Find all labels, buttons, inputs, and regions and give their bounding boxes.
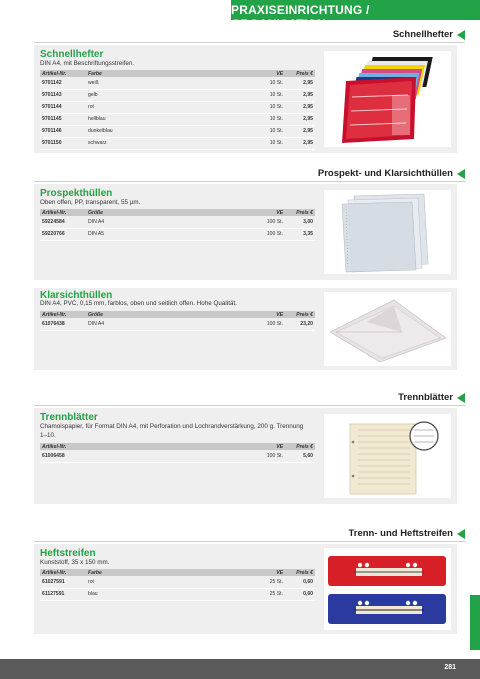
table-row — [40, 318, 315, 330]
col-header-price: Preis € — [285, 311, 315, 318]
col-header-ve: VE — [235, 443, 285, 450]
product-block-heftstreifen — [34, 544, 457, 634]
ve-cell: 10 St. — [235, 137, 285, 149]
col-header-price: Preis € — [285, 209, 315, 216]
size-cell: DIN A4 — [86, 216, 235, 228]
col-header-ve: VE — [235, 209, 285, 216]
section-heading-schnellhefter: Schnellhefter — [393, 29, 465, 40]
ve-cell: 10 St. — [235, 125, 285, 137]
category-header-bar — [231, 0, 480, 31]
price-cell: 2,95 — [285, 89, 315, 101]
section-divider — [34, 181, 465, 182]
article-number: 9701146 — [40, 125, 86, 137]
col-header-farbe: Farbe — [86, 569, 235, 576]
ve-cell: 100 St. — [235, 318, 285, 330]
table-row — [40, 101, 315, 113]
article-number: 59220766 — [40, 228, 86, 240]
col-header-art: Artikel-Nr. — [40, 70, 86, 77]
ve-cell: 10 St. — [235, 101, 285, 113]
ve-cell: 10 St. — [235, 113, 285, 125]
section-heading-trennblaetter: Trennblätter — [398, 392, 465, 403]
article-number: 9701144 — [40, 101, 86, 113]
price-cell: 2,95 — [285, 77, 315, 89]
table-row — [40, 77, 315, 89]
col-header-price: Preis € — [285, 569, 315, 576]
triangle-marker-icon — [457, 30, 465, 40]
product-title: Klarsichthüllen — [40, 290, 113, 301]
size-cell: DIN A4 — [86, 318, 235, 330]
triangle-marker-icon — [457, 169, 465, 179]
chapter-tab-marker — [470, 595, 480, 650]
article-number: 9701142 — [40, 77, 86, 89]
color-cell: weiß — [86, 77, 235, 89]
category-title: PRAXISEINRICHTUNG / ORGANISATION — [231, 3, 370, 31]
product-title: Trennblätter — [40, 412, 98, 423]
col-header-groesse: Größe — [86, 209, 235, 216]
color-cell: blau — [86, 588, 235, 600]
color-cell: schwarz — [86, 137, 235, 149]
triangle-marker-icon — [457, 393, 465, 403]
product-description: DIN A4, PVC, 0,15 mm, farblos, oben und seitlich offen. Hohe Qualität. — [40, 300, 237, 307]
color-cell: rot — [86, 576, 235, 588]
product-block-schnellhefter — [34, 45, 457, 153]
section-heading-heftstreifen: Trenn- und Heftstreifen — [348, 528, 465, 539]
product-title: Heftstreifen — [40, 548, 96, 559]
color-cell: hellblau — [86, 113, 235, 125]
col-header-art: Artikel-Nr. — [40, 209, 86, 216]
product-title: Prospekthüllen — [40, 188, 113, 199]
price-cell: 3,00 — [285, 216, 315, 228]
product-block-klarsicht — [34, 288, 457, 370]
price-cell: 2,95 — [285, 137, 315, 149]
triangle-marker-icon — [457, 529, 465, 539]
col-header-price: Preis € — [285, 70, 315, 77]
page-number: 281 — [444, 664, 456, 671]
product-table — [40, 443, 315, 463]
col-header-ve: VE — [235, 70, 285, 77]
product-table — [40, 70, 315, 150]
table-row — [40, 576, 315, 588]
product-description: Chamoispapier, für Format DIN A4, mit Perforation und Lochrandverstärkung, 200 g. Trennung 1–10. — [40, 423, 304, 439]
desc-cell — [86, 450, 235, 462]
col-header-ve: VE — [235, 569, 285, 576]
article-number: 9701143 — [40, 89, 86, 101]
article-number: 9701150 — [40, 137, 86, 149]
product-image-heftstreifen — [324, 548, 451, 630]
product-description: Kunststoff, 35 x 150 mm. — [40, 559, 110, 566]
ve-cell: 100 St. — [235, 450, 285, 462]
product-table — [40, 311, 315, 331]
product-block-trennblaetter — [34, 408, 457, 504]
table-row — [40, 588, 315, 600]
product-image-schnellhefter — [324, 51, 451, 147]
ve-cell: 100 St. — [235, 228, 285, 240]
table-row — [40, 125, 315, 137]
price-cell: 3,35 — [285, 228, 315, 240]
price-cell: 5,60 — [285, 450, 315, 462]
product-title: Schnellhefter — [40, 49, 104, 60]
product-table — [40, 209, 315, 241]
product-image-prospekt — [324, 190, 451, 274]
col-header-art: Artikel-Nr. — [40, 569, 86, 576]
article-number: 61027591 — [40, 576, 86, 588]
article-number: 61076438 — [40, 318, 86, 330]
section-divider — [34, 42, 465, 43]
ve-cell: 100 St. — [235, 216, 285, 228]
color-cell: gelb — [86, 89, 235, 101]
section-divider — [34, 541, 465, 542]
col-header-art: Artikel-Nr. — [40, 443, 86, 450]
price-cell: 23,20 — [285, 318, 315, 330]
product-block-prospekt — [34, 184, 457, 280]
color-cell: dunkelblau — [86, 125, 235, 137]
product-image-trennblaetter — [324, 414, 451, 498]
price-cell: 0,60 — [285, 588, 315, 600]
article-number: 59224584 — [40, 216, 86, 228]
ve-cell: 10 St. — [235, 89, 285, 101]
col-header-art: Artikel-Nr. — [40, 311, 86, 318]
price-cell: 2,95 — [285, 125, 315, 137]
col-header-farbe: Farbe — [86, 70, 235, 77]
article-number: 61006458 — [40, 450, 86, 462]
folders-illustration — [324, 51, 451, 147]
size-cell: DIN A5 — [86, 228, 235, 240]
col-header-ve: VE — [235, 311, 285, 318]
ve-cell: 25 St. — [235, 576, 285, 588]
price-cell: 0,60 — [285, 576, 315, 588]
article-number: 61127591 — [40, 588, 86, 600]
col-header-groesse: Größe — [86, 311, 235, 318]
product-table — [40, 569, 315, 601]
dividers-illustration — [324, 414, 451, 498]
ve-cell: 10 St. — [235, 77, 285, 89]
section-heading-prospekt: Prospekt- und Klarsichthüllen — [318, 168, 465, 179]
section-divider — [34, 405, 465, 406]
page-footer — [0, 659, 480, 679]
color-cell: rot — [86, 101, 235, 113]
table-row — [40, 450, 315, 462]
sheet-protectors-illustration — [324, 190, 451, 274]
clear-folders-illustration — [324, 292, 451, 366]
article-number: 9701145 — [40, 113, 86, 125]
table-row — [40, 216, 315, 228]
price-cell: 2,95 — [285, 101, 315, 113]
col-header-price: Preis € — [285, 443, 315, 450]
product-description: Oben offen, PP, transparent, 55 µm. — [40, 199, 141, 206]
col-header-blank — [86, 443, 235, 450]
ve-cell: 25 St. — [235, 588, 285, 600]
product-image-klarsicht — [324, 292, 451, 366]
table-row — [40, 89, 315, 101]
table-row — [40, 228, 315, 240]
price-cell: 2,95 — [285, 113, 315, 125]
table-row — [40, 113, 315, 125]
binding-strips-illustration — [324, 548, 451, 630]
product-description: DIN A4, mit Beschriftungsstreifen. — [40, 60, 135, 67]
table-row — [40, 137, 315, 149]
